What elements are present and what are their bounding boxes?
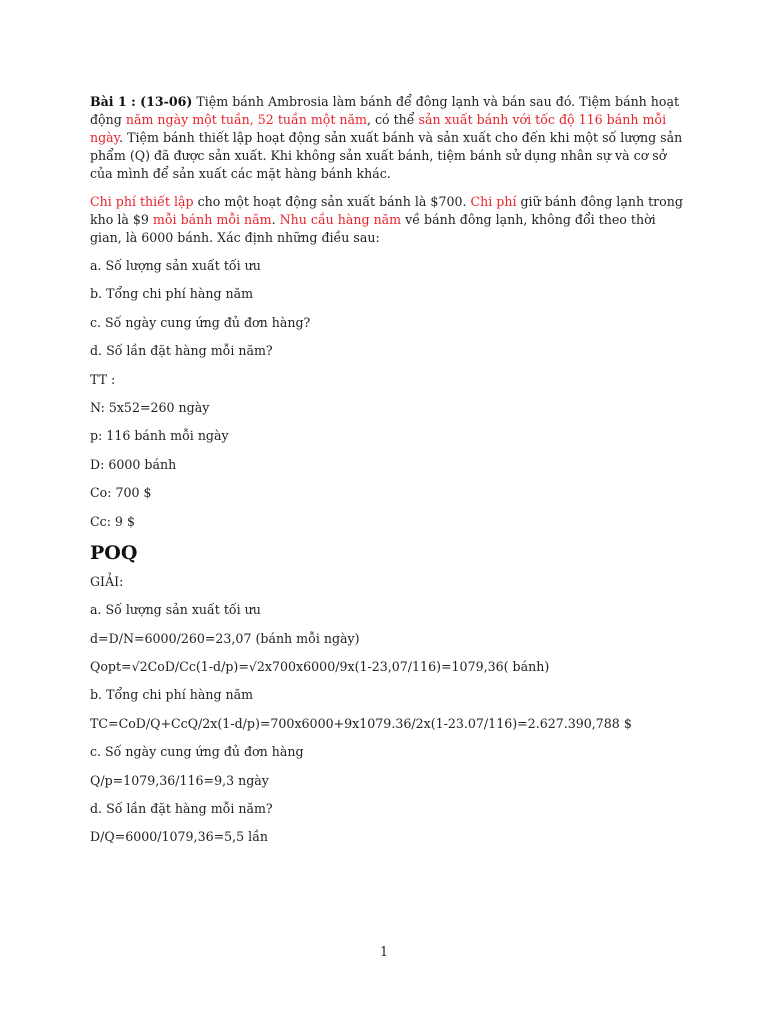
solution-heading: POQ — [90, 541, 138, 564]
page-number: 1 — [379, 944, 388, 959]
solution-line: c. Số ngày cung ứng đủ đơn hàng — [90, 744, 304, 760]
highlight-per-unit-per-year: mỗi bánh mỗi năm — [152, 212, 272, 227]
solution-line: Qopt=√2CoD/Cc(1-d/p)=√2x700x6000/9x(1-23,07/116)=1079,36( bánh) — [90, 659, 550, 675]
problem-text: giữ bánh đông lạnh trong kho là $9 — [90, 194, 683, 227]
given-label: TT : — [90, 371, 116, 387]
problem-text: . — [271, 212, 280, 227]
problem-label: Bài 1 : (13-06) — [90, 94, 193, 109]
given-co: Co: 700 $ — [90, 485, 152, 501]
question-b: b. Tổng chi phí hàng năm — [90, 286, 254, 302]
problem-text: cho một hoạt động sản xuất bánh là $700. — [193, 194, 471, 209]
solution-line: d. Số lần đặt hàng mỗi năm? — [90, 801, 273, 817]
highlight-annual-demand: Nhu cầu hàng năm — [279, 212, 402, 227]
solution-line: b. Tổng chi phí hàng năm — [90, 687, 254, 703]
solution-line: D/Q=6000/1079,36=5,5 lần — [90, 829, 269, 845]
document-body — [90, 93, 690, 857]
highlight-cost: Chi phí — [470, 194, 517, 209]
given-d: D: 6000 bánh — [90, 456, 177, 472]
given-cc: Cc: 9 $ — [90, 513, 135, 529]
question-a: a. Số lượng sản xuất tối ưu — [90, 258, 261, 273]
problem-text: về bánh đông lạnh, không đổi theo thời gian, là 6000 bánh. Xác định những điều sau: — [90, 212, 656, 245]
solution-line: d=D/N=6000/260=23,07 (bánh mỗi ngày) — [90, 630, 360, 646]
solution-line: TC=CoD/Q+CcQ/2x(1-d/p)=700x6000+9x1079.36/2x(1-23.07/116)=2.627.390,788 $ — [90, 715, 632, 731]
problem-paragraph-2 — [90, 193, 690, 247]
solution-line: Q/p=1079,36/116=9,3 ngày — [90, 772, 269, 788]
given-n: N: 5x52=260 ngày — [90, 399, 210, 415]
highlight-setup-cost: Chi phí thiết lập — [90, 194, 194, 209]
problem-text: , có thể — [366, 112, 419, 127]
highlight-production-rate: sản xuất bánh với tốc độ 116 bánh mỗi ngày — [90, 112, 667, 145]
problem-text: . Tiệm bánh thiết lập hoạt động sản xuất bánh và sản xuất cho đến khi một số lượng sản phẩm (Q) đã được sản xuất. Khi không sản xuất bánh, tiệm bánh sử dụng nhân sự và cơ sở của mình để sản xuất các mặt hàng bánh khác. — [90, 130, 683, 181]
problem-text: Tiệm bánh Ambrosia làm bánh để đông lạnh và bán sau đó. Tiệm bánh hoạt động — [90, 94, 680, 127]
given-p: p: 116 bánh mỗi ngày — [90, 428, 229, 444]
question-d: d. Số lần đặt hàng mỗi năm? — [90, 343, 273, 359]
problem-paragraph-1 — [90, 93, 690, 183]
highlight-operating-schedule: năm ngày một tuần, 52 tuần một năm — [125, 112, 367, 127]
solution-label: GIẢI: — [90, 573, 124, 589]
solution-line: a. Số lượng sản xuất tối ưu — [90, 602, 261, 618]
question-c: c. Số ngày cung ứng đủ đơn hàng? — [90, 314, 311, 330]
